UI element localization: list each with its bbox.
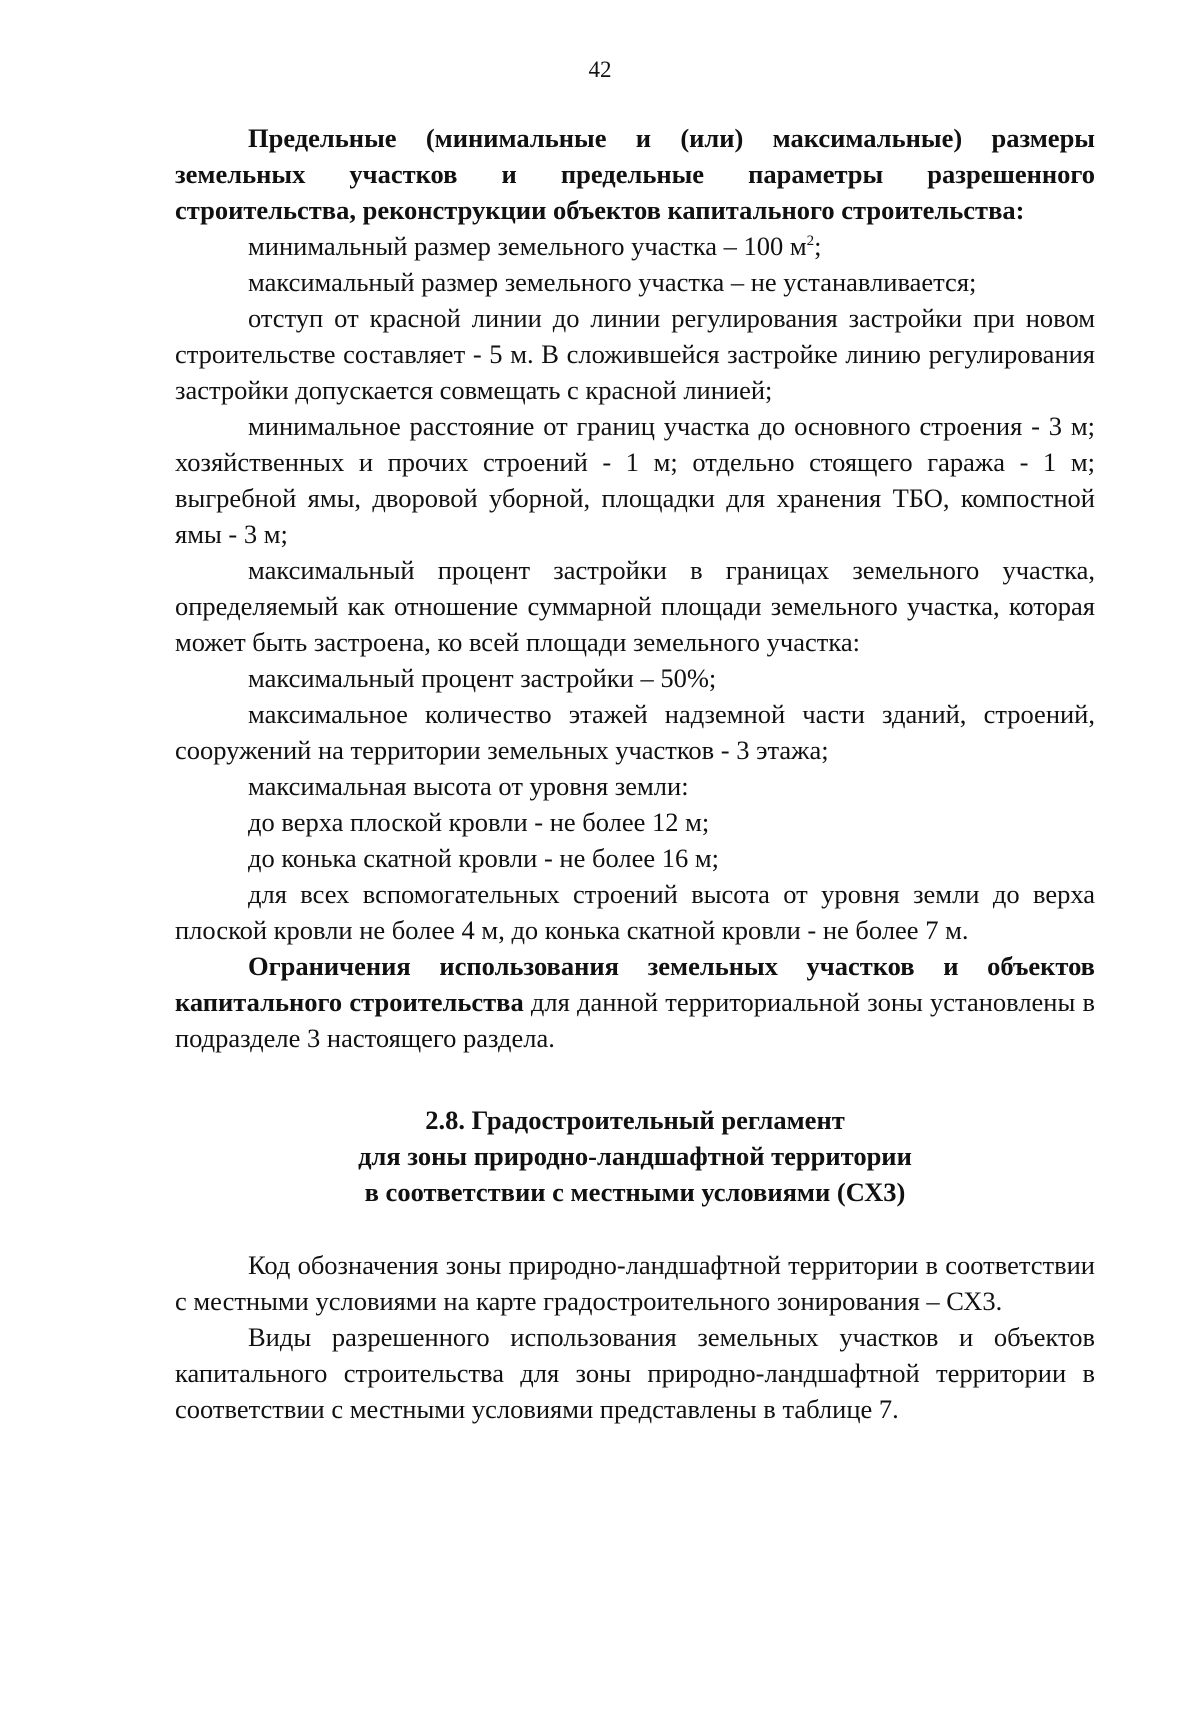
restrictions-text: для данной территориальной зоны установлены в подразделе 3 настоящего раздела. [175,987,1095,1053]
flat-roof-height: до верха плоской кровли - не более 12 м; [248,807,710,837]
min-distance-paragraph: минимальное расстояние от границ участка до основного строения - 3 м; хозяйственных и прочих строений - 1 м; отдельно стоящего гаража - 1 м; выгребной ямы, дворовой уборной, площадки для хранения ТБО, компостной ямы - 3 м; [175,411,1095,549]
max-floors: максимальное количество этажей надземной части зданий, строений, сооружений на территории земельных участков - 3 этажа; [175,699,1095,765]
section-title-line-1: 2.8. Градостроительный регламент [425,1105,845,1135]
zone-code-paragraph: Код обозначения зоны природно-ландшафтной территории в соответствии с местными условиями на карте градостроительного зонирования – СХ3. [175,1250,1095,1316]
min-plot-size [175,228,1095,264]
permitted-uses-paragraph: Виды разрешенного использования земельных участков и объектов капитального строительства для зоны природно-ландшафтной территории в соответствии с местными условиями представлены в таблице 7. [175,1322,1095,1424]
restrictions-paragraph [175,948,1095,1056]
pitched-roof-height: до конька скатной кровли - не более 16 м; [248,843,719,873]
section-title-line-2: для зоны природно-ландшафтной территории [358,1141,912,1171]
min-plot-text: минимальный размер земельного участка – 100 м [248,231,807,261]
squared-superscript: 2 [806,233,815,250]
restrictions-bold: Ограничения использования земельных участков и объектов капитального строительства [175,951,1095,1017]
limits-section [175,120,1095,1056]
page-number: 42 [588,57,612,82]
auxiliary-buildings-height: для всех вспомогательных строений высота от уровня земли до верха плоской кровли не более 4 м, до конька скатной кровли - не более 7 м. [175,879,1095,945]
limits-heading: Предельные (минимальные и (или) максимальные) размеры земельных участков и предельные параметры разрешенного строительства, реконструкции объектов капитального строительства: [175,123,1095,225]
section-title-line-3: в соответствии с местными условиями (СХ3) [364,1177,906,1207]
min-plot-end: ; [814,231,822,261]
max-height: максимальная высота от уровня земли: [248,771,689,801]
section-title [175,1102,1095,1210]
zone-description [175,1247,1095,1427]
max-coverage: максимальный процент застройки – 50%; [248,663,717,693]
max-coverage-definition: максимальный процент застройки в границах земельного участка, определяемый как отношение суммарной площади земельного участка, которая может быть застроена, ко всей площади земельного участка: [175,555,1095,657]
setback-paragraph: отступ от красной линии до линии регулирования застройки при новом строительстве составляет - 5 м. В сложившейся застройке линию регулирования застройки допускается совмещать с красной линией; [175,303,1095,405]
max-plot-size: максимальный размер земельного участка – не устанавливается; [248,267,977,297]
